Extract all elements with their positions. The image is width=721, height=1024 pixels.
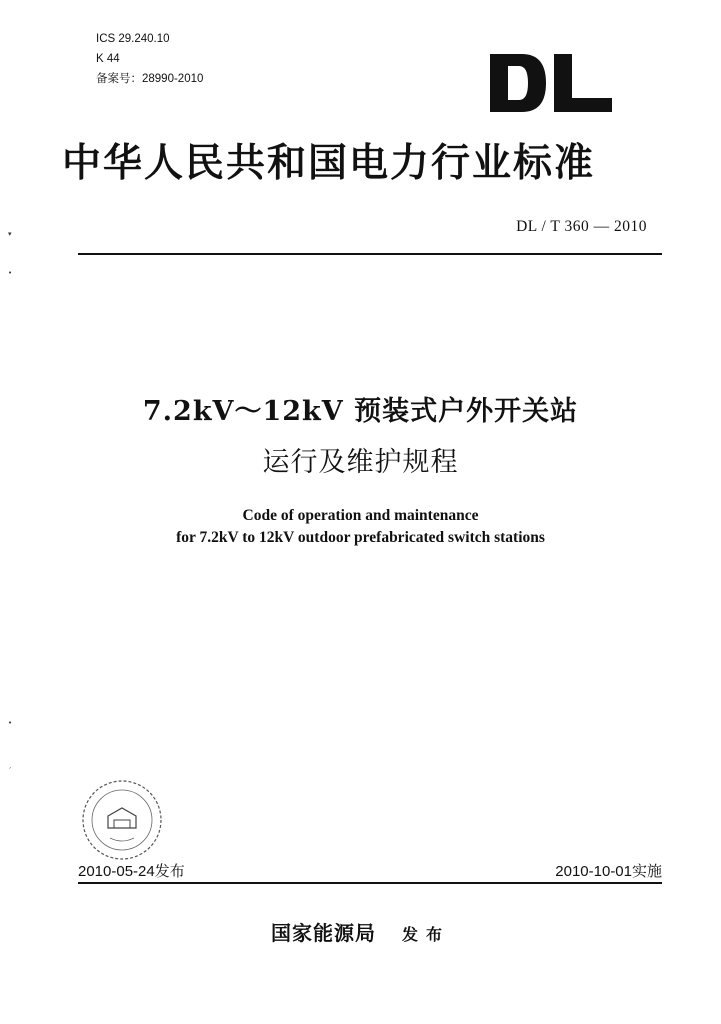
title-cn-line1: 7.2kV～12kV 预装式户外开关站 (142, 396, 579, 427)
issue-date: 2010-05-24发布 (78, 863, 185, 880)
margin-speck: • (8, 719, 13, 727)
title-en-line2: for 7.2kV to 12kV outdoor prefabricated switch stations (176, 529, 545, 546)
dl-logo (488, 52, 614, 114)
header-title: 中华人民共和国电力行业标准 (62, 140, 596, 186)
classification-codes (96, 29, 203, 89)
publisher-name: 国家能源局 (270, 921, 376, 945)
publisher-action: 发布 (401, 925, 450, 944)
margin-speck: ˏ (8, 761, 12, 769)
ics-code: ICS 29.240.10 (96, 33, 170, 45)
filing-number: 备案号：28990-2010 (96, 73, 204, 85)
margin-speck: ▾ (8, 230, 12, 238)
standard-number: DL / T 360 — 2010 (516, 218, 647, 235)
footer-divider (78, 882, 662, 884)
margin-speck: • (8, 269, 13, 277)
title-en-line1: Code of operation and maintenance (242, 507, 479, 524)
implementation-date: 2010-10-01实施 (555, 863, 662, 880)
publisher (0, 917, 721, 946)
title-cn-line2: 运行及维护规程 (262, 447, 459, 478)
ccs-code: K 44 (96, 53, 120, 65)
library-stamp (80, 778, 164, 862)
header-divider (78, 253, 662, 255)
